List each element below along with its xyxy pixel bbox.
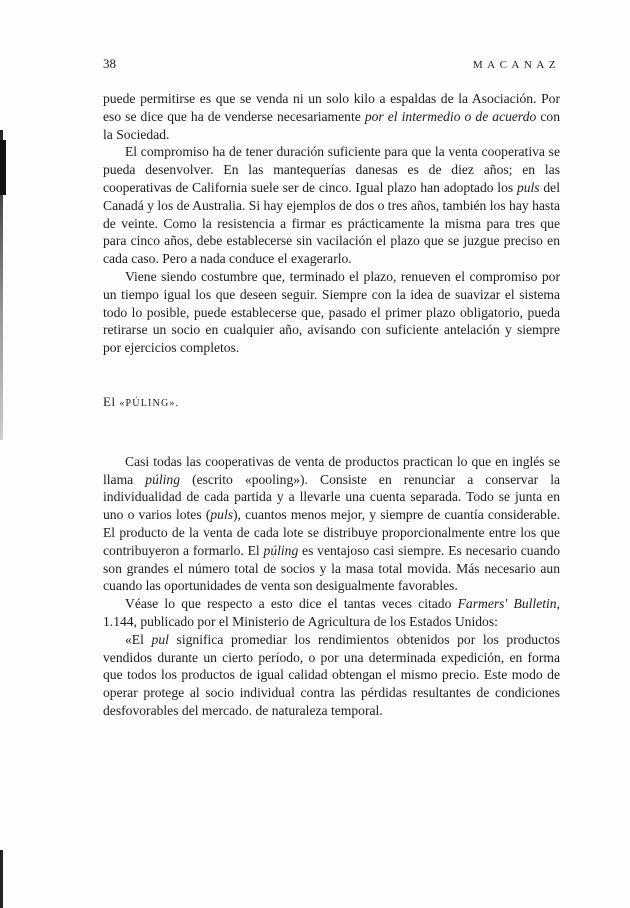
text-run: Casi todas las cooperativas de venta de productos practican lo que en inglés se llama: [103, 453, 560, 487]
quotation: [103, 631, 560, 720]
paragraph: [103, 453, 560, 595]
corner-mark: [0, 850, 3, 908]
text-run: Véase lo que respecto a esto dice el tantas veces citado: [125, 596, 458, 612]
italic-text: pul: [151, 631, 169, 647]
italic-text: puls: [210, 507, 234, 523]
running-head: [103, 56, 560, 72]
text-run: «El: [125, 631, 152, 647]
paragraph: [103, 143, 560, 268]
text-run: es ventajoso casi siempre. Es necesario cuando son grandes el número total de socios y la masa total movida. Más necesario aun cuando las oportunidades de venta son desigualmente favorables.: [103, 542, 560, 594]
text-run: Viene siendo costumbre que, terminado el plazo, renueven el compromiso por un tiempo igual los que deseen seguir. Siempre con la idea de suavizar el sistema todo lo posible, puede establecerse que, pasado el primer plazo obligatorio, pueda retirarse un socio en cualquier año, avisando con suficiente antelación y siempre por ejercicios completos.: [103, 268, 560, 356]
running-title: MACANAZ: [472, 59, 560, 71]
section-heading-prefix: El: [103, 393, 116, 409]
text-run: significa promediar los rendimientos obtenidos por los productos vendidos durante un cierto período, o por una determinada expedición, en forma que todos los productos de igual calidad obtengan el mismo precio. Este modo de operar protege al socio individual contra las pérdidas resultantes de condiciones desfovorables del mercado. de naturaleza temporal.: [103, 631, 561, 718]
section-heading: [103, 393, 560, 413]
text-run: puede permitirse es que se venda ni un solo kilo a espaldas de la Asociación. Por eso se dice que ha de venderse necesariamente: [103, 91, 560, 124]
italic-text: Farmers' Bulletin: [457, 596, 557, 612]
italic-text: púling: [263, 542, 299, 558]
page-number: 38: [103, 56, 116, 71]
text-run: El compromiso ha de tener duración suficiente para que la venta cooperativa se pueda desenvolver. En las mantequerías danesas es de diez años; en las cooperativas de California suele ser de cinco. Igual plazo han adoptado los: [103, 144, 560, 195]
paragraph: [103, 268, 560, 357]
italic-text: por el intermedio o de acuerdo: [364, 108, 537, 124]
text-run: del Canadá y los de Australia. Si hay ejemplos de dos o tres años, también los hay hasta de veinte. Como la resistencia a firmar es prácticamente la misma para tres que para cinco años, debe establecerse sin vacilación el plazo que se juzgue preciso en cada caso. Pero a nada conduce el exagerarlo.: [103, 179, 560, 267]
text-run: con la Sociedad.: [103, 108, 561, 142]
italic-text: puls: [516, 179, 540, 195]
binding-mark: [0, 140, 6, 195]
paragraph: [103, 595, 560, 631]
paragraph: [103, 90, 560, 143]
text-run: , 1.144, publicado por el Ministerio de Agricultura de los Estados Unidos:: [103, 596, 561, 629]
body-text: [103, 90, 560, 720]
text-run: ), cuantos menos mejor, y siempre de cuantía considerable. El producto de la venta de cada lote se distribuye proporcionalmente entre los que contribuyeron a formarlo. El: [103, 507, 560, 558]
text-run: (escrito «pooling»). Consiste en renunciar a conservar la individualidad de cada partida y a llevarle una cuenta separada. Todo se junta en uno o varios lotes (: [103, 471, 561, 523]
italic-text: púling: [145, 471, 181, 487]
section-heading-title: «PÚLING».: [119, 397, 180, 409]
